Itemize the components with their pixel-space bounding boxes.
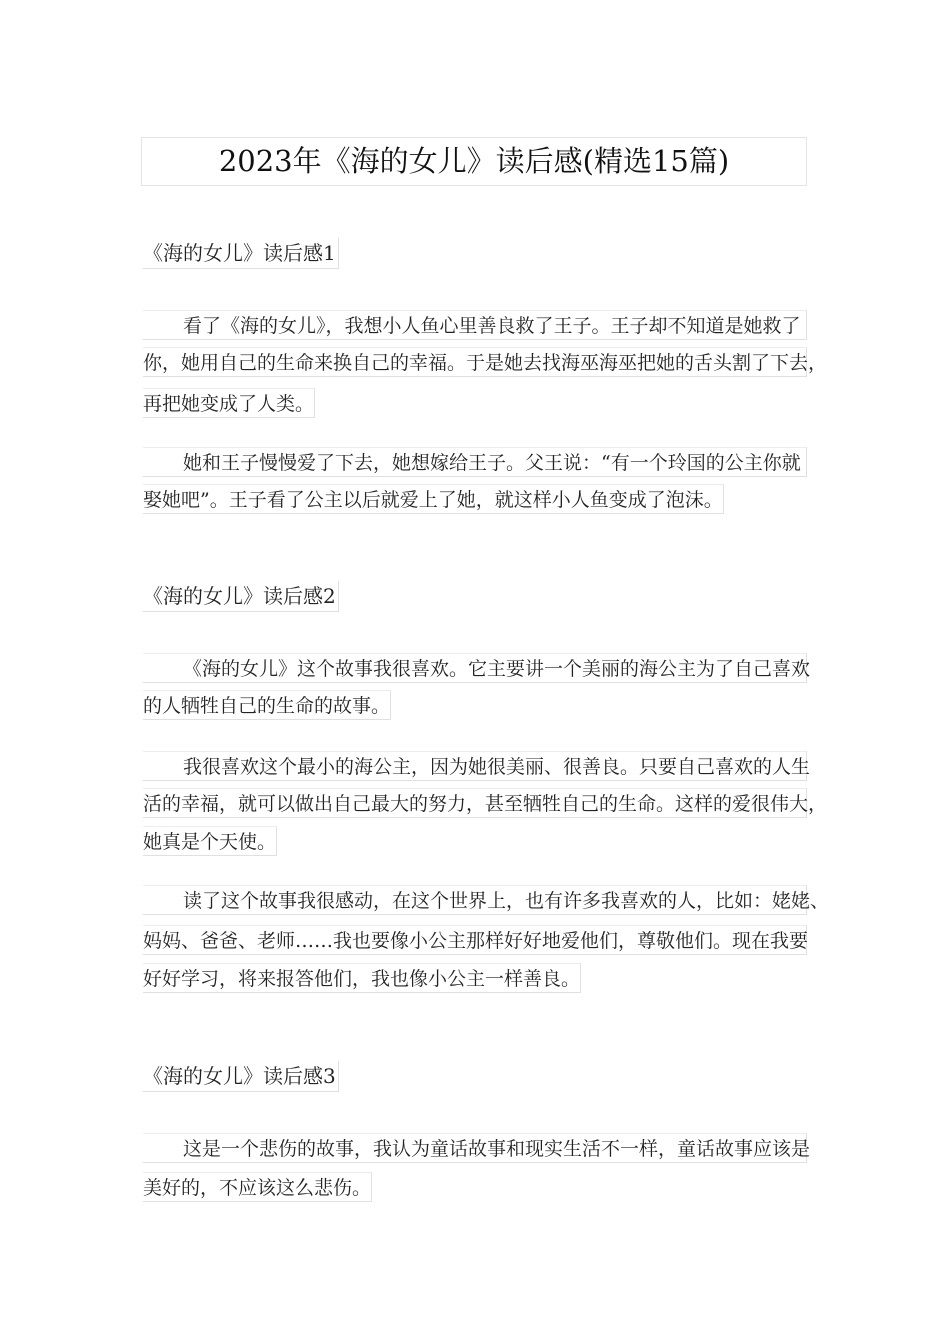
paragraph-line: 妈妈、爸爸、老师……我也要像小公主那样好好地爱他们，尊敬他们。现在我要 xyxy=(143,925,807,955)
paragraph-line: 的人牺牲自己的生命的故事。 xyxy=(143,690,391,720)
page-title: 2023年《海的女儿》读后感(精选15篇) xyxy=(141,137,807,186)
paragraph-line: 她真是个天使。 xyxy=(143,826,277,856)
paragraph-line: 她和王子慢慢爱了下去，她想嫁给王子。父王说：“有一个玲国的公主你就 xyxy=(143,447,807,477)
paragraph-line: 美好的，不应该这么悲伤。 xyxy=(143,1172,372,1202)
paragraph-line: 好好学习，将来报答他们，我也像小公主一样善良。 xyxy=(143,963,581,993)
section-heading-1: 《海的女儿》读后感1 xyxy=(143,238,339,269)
paragraph-line: 我很喜欢这个最小的海公主，因为她很美丽、很善良。只要自己喜欢的人生 xyxy=(143,751,807,781)
paragraph-line: 你，她用自己的生命来换自己的幸福。于是她去找海巫海巫把她的舌头割了下去， xyxy=(143,347,807,377)
paragraph-line: 这是一个悲伤的故事，我认为童话故事和现实生活不一样，童话故事应该是 xyxy=(143,1133,807,1163)
paragraph-line: 看了《海的女儿》，我想小人鱼心里善良救了王子。王子却不知道是她救了 xyxy=(143,310,807,340)
paragraph-line: 《海的女儿》这个故事我很喜欢。它主要讲一个美丽的海公主为了自己喜欢 xyxy=(143,653,807,683)
paragraph-line: 再把她变成了人类。 xyxy=(143,388,315,418)
section-heading-3: 《海的女儿》读后感3 xyxy=(143,1061,339,1092)
paragraph-line: 娶她吧”。王子看了公主以后就爱上了她，就这样小人鱼变成了泡沫。 xyxy=(143,484,724,514)
paragraph-line: 活的幸福，就可以做出自己最大的努力，甚至牺牲自己的生命。这样的爱很伟大， xyxy=(143,788,807,818)
section-heading-2: 《海的女儿》读后感2 xyxy=(143,581,339,612)
paragraph-line: 读了这个故事我很感动，在这个世界上，也有许多我喜欢的人，比如：姥姥、 xyxy=(143,885,807,915)
